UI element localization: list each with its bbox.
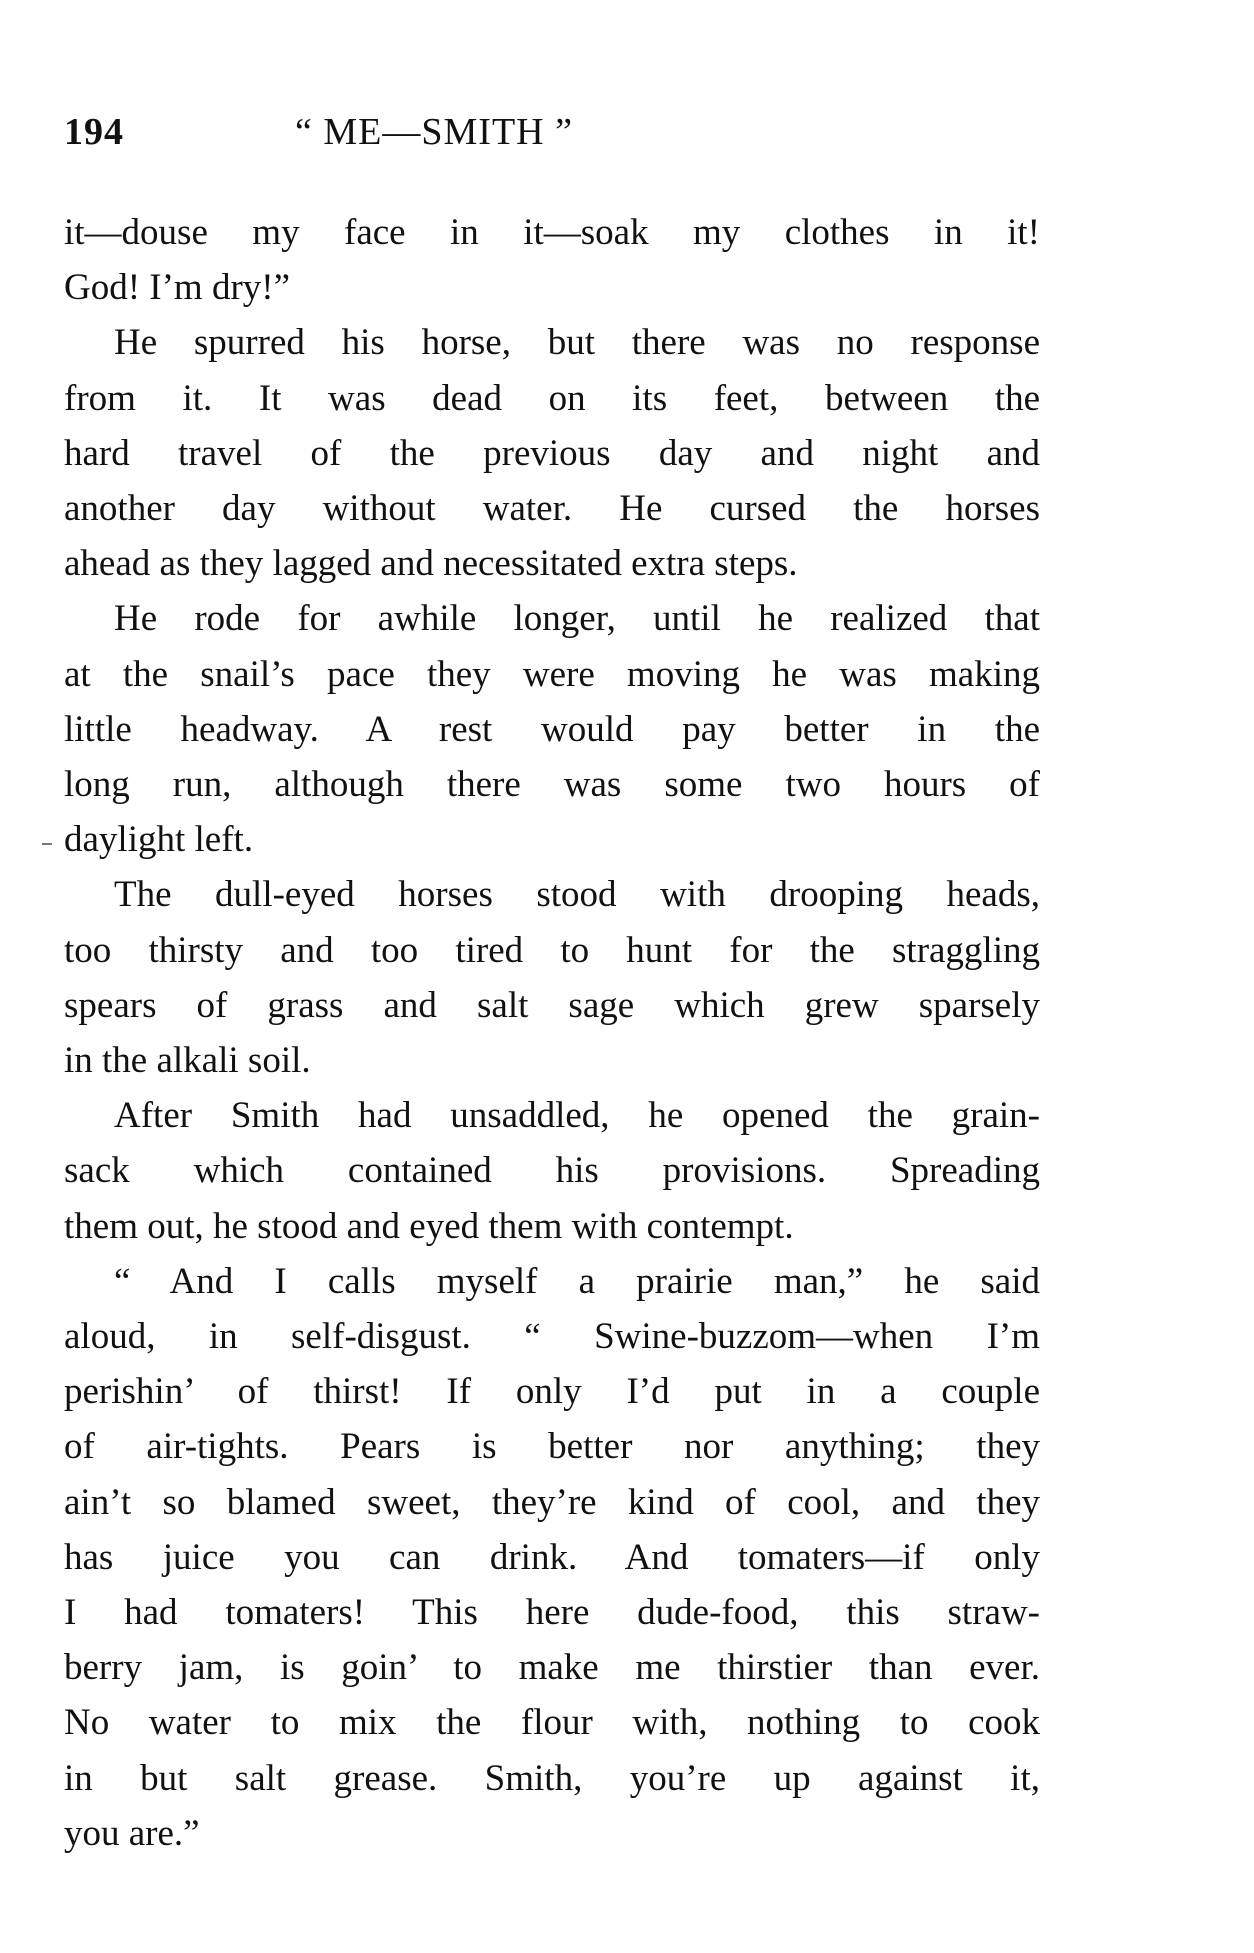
text-line: at the snail’s pace they were moving he was making <box>64 653 1040 695</box>
running-head <box>64 110 1044 160</box>
margin-mark <box>42 843 52 845</box>
text-line: I had tomaters! This here dude-food, this straw- <box>64 1592 1040 1634</box>
paragraph <box>64 1088 1040 1254</box>
text-line: perishin’ of thirst! If only I’d put in a couple <box>64 1371 1040 1413</box>
text-line: little headway. A rest would pay better in the <box>64 708 1040 750</box>
text-line: “ And I calls myself a prairie man,” he said <box>114 1260 1040 1302</box>
text-line: He rode for awhile longer, until he realized that <box>114 598 1040 640</box>
paragraph <box>64 315 1040 591</box>
text-line: from it. It was dead on its feet, between the <box>64 377 1040 419</box>
text-line: another day without water. He cursed the horses <box>64 488 1040 530</box>
text-line: in the alkali soil. <box>64 1040 311 1082</box>
paragraph <box>64 867 1040 1088</box>
text-line: has juice you can drink. And tomaters—if only <box>64 1536 1040 1578</box>
paragraph <box>64 1254 1040 1861</box>
text-line: you are.” <box>64 1812 200 1854</box>
text-line: daylight left. <box>64 819 254 861</box>
text-line: The dull-eyed horses stood with drooping heads, <box>114 874 1040 916</box>
text-line: in but salt grease. Smith, you’re up against it, <box>64 1757 1040 1799</box>
text-line: long run, although there was some two hours of <box>64 764 1040 806</box>
running-title: “ ME—SMITH ” <box>295 111 573 153</box>
page-number: 194 <box>64 111 124 153</box>
text-line: No water to mix the flour with, nothing to cook <box>64 1702 1040 1744</box>
text-line: it—douse my face in it—soak my clothes in it! <box>64 212 1040 253</box>
text-line: ain’t so blamed sweet, they’re kind of cool, and they <box>64 1481 1040 1523</box>
text-line: spears of grass and salt sage which grew sparsely <box>64 984 1040 1026</box>
paragraph <box>64 591 1040 867</box>
text-line: sack which contained his provisions. Spreading <box>64 1150 1040 1192</box>
text-line: them out, he stood and eyed them with contempt. <box>64 1205 794 1247</box>
text-line: God! I’m dry!” <box>64 267 291 309</box>
text-line: After Smith had unsaddled, he opened the grain- <box>114 1095 1040 1137</box>
body-text <box>64 205 1040 1861</box>
text-line: He spurred his horse, but there was no response <box>114 322 1040 364</box>
text-line: hard travel of the previous day and night and <box>64 432 1040 474</box>
text-line: of air-tights. Pears is better nor anything; they <box>64 1426 1040 1468</box>
text-line: berry jam, is goin’ to make me thirstier than ever. <box>64 1647 1040 1689</box>
text-line: ahead as they lagged and necessitated extra steps. <box>64 543 798 585</box>
text-line: too thirsty and too tired to hunt for the straggling <box>64 929 1040 971</box>
paragraph <box>64 205 1040 315</box>
text-line: aloud, in self-disgust. “ Swine-buzzom—when I’m <box>64 1316 1040 1358</box>
